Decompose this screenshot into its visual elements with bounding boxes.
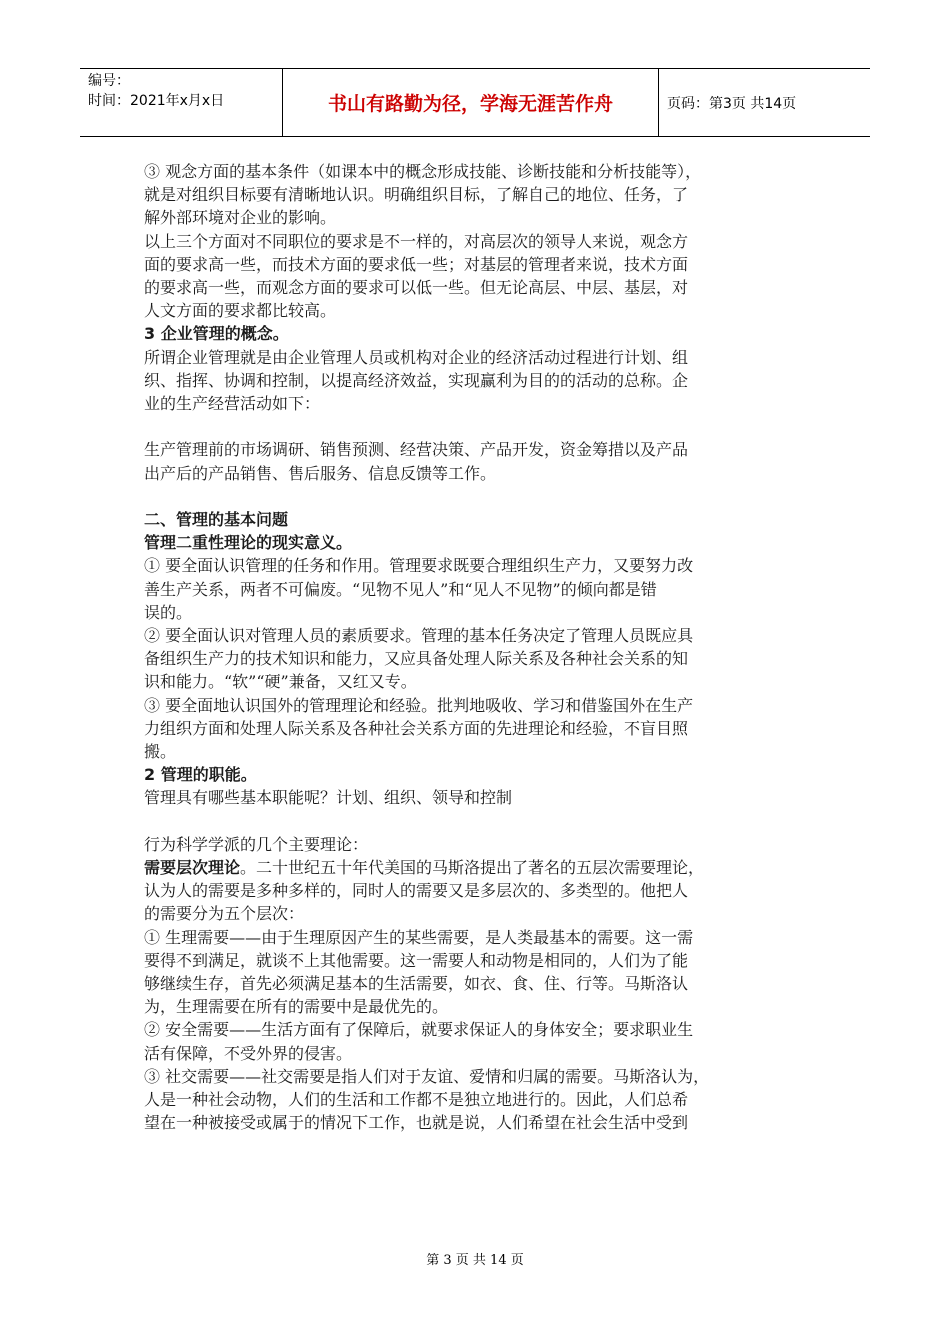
body-line: 出产后的产品销售、售后服务、信息反馈等工作。 bbox=[144, 463, 497, 483]
body-line: 活有保障，不受外界的侵害。 bbox=[144, 1043, 353, 1063]
body-line: 生产管理前的市场调研、销售预测、经营决策、产品开发，资金筹措以及产品 bbox=[144, 440, 689, 460]
body-line: 3 企业管理的概念。 bbox=[144, 324, 289, 344]
header-meta bbox=[80, 69, 282, 136]
body-line: ③ 社交需要——社交需要是指人们对于友谊、爱情和归属的需要。马斯洛认为， bbox=[144, 1066, 710, 1086]
body-line bbox=[144, 810, 808, 833]
body-line: 认为人的需要是多种多样的，同时人的需要又是多层次的、多类型的。他把人 bbox=[144, 881, 689, 901]
body-line: 为，生理需要在所有的需要中是最优先的。 bbox=[144, 997, 449, 1017]
body-line bbox=[144, 485, 808, 508]
header-motto: 书山有路勤为径，学海无涯苦作舟 bbox=[282, 69, 659, 136]
body-line: 够继续生存，首先必须满足基本的生活需要，如衣、食、住、行等。马斯洛认 bbox=[144, 974, 689, 994]
body-line: ② 要全面认识对管理人员的素质要求。管理的基本任务决定了管理人员既应具 bbox=[144, 626, 694, 646]
body-line: 人是一种社会动物，人们的生活和工作都不是独立地进行的。因此，人们总希 bbox=[144, 1090, 689, 1110]
document-body bbox=[144, 160, 808, 1134]
body-line: 业的生产经营活动如下： bbox=[144, 394, 321, 414]
body-line: ③ 要全面地认识国外的管理理论和经验。批判地吸收、学习和借鉴国外在生产 bbox=[144, 695, 694, 715]
body-line: 就是对组织目标要有清晰地认识。明确组织目标，了解自己的地位、任务，了 bbox=[144, 185, 689, 205]
body-line: 的要求高一些，而观念方面的要求可以低一些。但无论高层、中层、基层，对 bbox=[144, 278, 689, 298]
page-header bbox=[80, 68, 870, 137]
body-line: 搬。 bbox=[144, 742, 177, 762]
body-line: 误的。 bbox=[144, 602, 193, 622]
body-line: 二、管理的基本问题 bbox=[144, 510, 289, 530]
body-line: 力组织方面和处理人际关系及各种社会关系方面的先进理论和经验，不盲目照 bbox=[144, 718, 689, 738]
header-number: 编号： bbox=[88, 73, 130, 89]
body-line bbox=[144, 856, 808, 879]
body-line: 解外部环境对企业的影响。 bbox=[144, 208, 337, 228]
body-line: ① 生理需要——由于生理原因产生的某些需要，是人类最基本的需要。这一需 bbox=[144, 927, 694, 947]
body-line: 2 管理的职能。 bbox=[144, 765, 257, 785]
body-line: 所谓企业管理就是由企业管理人员或机构对企业的经济活动过程进行计划、组 bbox=[144, 347, 689, 367]
body-line: 面的要求高一些，而技术方面的要求低一些；对基层的管理者来说，技术方面 bbox=[144, 254, 689, 274]
body-line: 织、指挥、协调和控制，以提高经济效益，实现赢利为目的的活动的总称。企 bbox=[144, 370, 689, 390]
body-line: 识和能力。“软”“硬”兼备，又红又专。 bbox=[144, 672, 417, 692]
header-time: 时间：2021年x月x日 bbox=[88, 93, 225, 109]
body-line: 以上三个方面对不同职位的要求是不一样的，对高层次的领导人来说，观念方 bbox=[144, 231, 689, 251]
body-line: 的需要分为五个层次： bbox=[144, 904, 305, 924]
body-line: ③ 观念方面的基本条件（如课本中的概念形成技能、诊断技能和分析技能等）， bbox=[144, 162, 702, 181]
body-line: 管理二重性理论的现实意义。 bbox=[144, 533, 353, 553]
header-page-code: 页码：第3页 共14页 bbox=[667, 95, 797, 112]
body-line: ② 安全需要——生活方面有了保障后，就要求保证人的身体安全；要求职业生 bbox=[144, 1020, 694, 1040]
body-line: 望在一种被接受或属于的情况下工作，也就是说，人们希望在社会生活中受到 bbox=[144, 1113, 689, 1133]
body-line bbox=[144, 415, 808, 438]
body-line: 要得不到满足，就谈不上其他需要。这一需要人和动物是相同的，人们为了能 bbox=[144, 950, 689, 970]
body-line: 人文方面的要求都比较高。 bbox=[144, 301, 337, 321]
bold-term: 需要层次理论 bbox=[144, 858, 241, 878]
page-footer: 第 3 页 共 14 页 bbox=[426, 1253, 524, 1268]
line-text: 。二十世纪五十年代美国的马斯洛提出了著名的五层次需要理论， bbox=[240, 858, 705, 878]
body-line: ① 要全面认识管理的任务和作用。管理要求既要合理组织生产力，又要努力改 bbox=[144, 556, 694, 576]
body-line: 善生产关系，两者不可偏废。“见物不见人”和“见人不见物”的倾向都是错 bbox=[144, 579, 657, 599]
body-line: 管理具有哪些基本职能呢？计划、组织、领导和控制 bbox=[144, 788, 513, 808]
body-line: 备组织生产力的技术知识和能力，又应具备处理人际关系及各种社会关系的知 bbox=[144, 649, 689, 669]
body-line: 行为科学学派的几个主要理论： bbox=[144, 834, 369, 854]
